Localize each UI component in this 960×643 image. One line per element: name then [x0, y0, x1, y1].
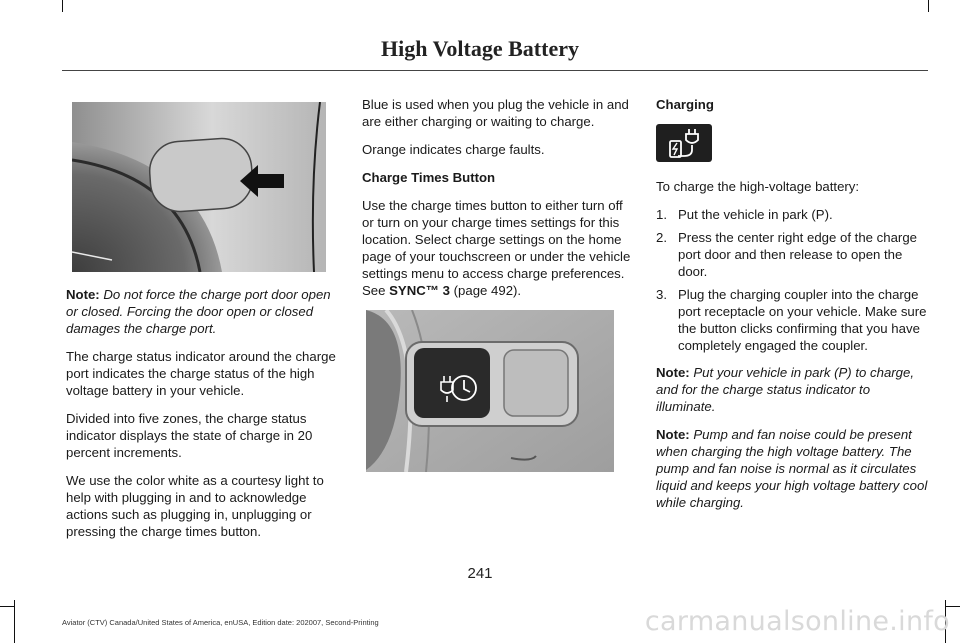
- column-middle: [362, 96, 634, 472]
- crop-mark: [0, 606, 14, 607]
- charge-times-button-illustration: [366, 310, 614, 472]
- header-rule: [62, 70, 928, 71]
- page-number: 241: [467, 565, 493, 582]
- list-item: [656, 206, 928, 223]
- paragraph: Orange indicates charge faults.: [362, 142, 545, 157]
- charge-port-door-illustration: [72, 102, 326, 272]
- step-text: Put the vehicle in park (P).: [678, 207, 833, 222]
- paragraph: The charge status indicator around the charge port indicates the charge status of the high voltage battery in your vehicle.: [66, 349, 336, 398]
- paragraph: Blue is used when you plug the vehicle in and are either charging or waiting to charge.: [362, 97, 629, 129]
- text: (page 492).: [449, 283, 522, 298]
- crop-mark: [14, 600, 15, 643]
- note-text: Do not force the charge port door open or closed. Forcing the door open or closed damages the charge port.: [66, 287, 331, 336]
- paragraph: [362, 197, 634, 299]
- crop-mark: [928, 0, 929, 12]
- charging-steps-list: [656, 206, 928, 354]
- note-pump-noise: [656, 426, 928, 511]
- paragraph: To charge the high-voltage battery:: [656, 179, 860, 194]
- column-left: [66, 96, 338, 551]
- charging-plug-icon: [656, 124, 712, 162]
- section-heading-charging: Charging: [656, 97, 714, 112]
- column-right: [656, 96, 928, 522]
- paragraph: We use the color white as a courtesy light to help with plugging in and to acknowledge actions such as plugging in, unplugging or pressing the charge times button.: [66, 473, 324, 539]
- page-title: High Voltage Battery: [381, 36, 579, 61]
- list-item: [656, 229, 928, 280]
- note-label: Note:: [66, 287, 100, 302]
- paragraph: Divided into five zones, the charge status indicator displays the state of charge in 20 percent increments.: [66, 411, 313, 460]
- list-item: [656, 286, 928, 354]
- note-label: Note:: [656, 365, 690, 380]
- cross-reference-link[interactable]: SYNC™ 3: [389, 283, 450, 298]
- text: Use the charge times button to either turn off or turn on your charge times settings for this location. Select charge settings on the home page of your touchscreen or under the vehicle settings menu to access charge preferences. See: [362, 198, 631, 298]
- note-text: Put your vehicle in park (P) to charge, and for the charge status indicator to illuminate.: [656, 365, 915, 414]
- note-park: [656, 364, 928, 415]
- step-number: 1.: [656, 207, 667, 222]
- note-text: Pump and fan noise could be present when charging the high voltage battery. The pump and fan noise is normal as it circulates liquid and keeps your high voltage battery cool while charging.: [656, 427, 928, 510]
- crop-mark: [62, 0, 63, 12]
- edition-footer: Aviator (CTV) Canada/United States of America, enUSA, Edition date: 202007, Second-Printing: [62, 618, 379, 627]
- step-text: Press the center right edge of the charge port door and then release to open the door.: [678, 230, 917, 279]
- step-text: Plug the charging coupler into the charge port receptacle on your vehicle. Make sure the button clicks confirming that you have completely engaged the coupler.: [678, 287, 927, 353]
- note-label: Note:: [656, 427, 690, 442]
- step-number: 2.: [656, 230, 667, 245]
- section-heading-charge-times: Charge Times Button: [362, 170, 496, 185]
- watermark: carmanualsonline.info: [644, 606, 950, 637]
- step-number: 3.: [656, 287, 667, 302]
- note-charge-port: [66, 286, 338, 337]
